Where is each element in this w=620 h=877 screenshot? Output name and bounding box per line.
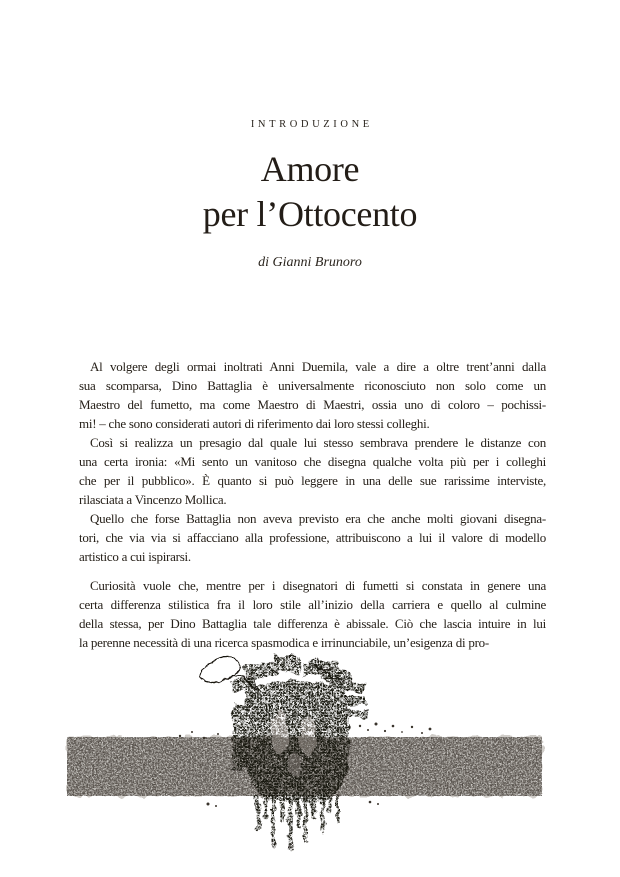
text-line: Così si realizza un presagio dal quale lui stesso sembrava prendere le distanze con bbox=[90, 435, 546, 450]
title-line-1: Amore bbox=[260, 149, 360, 189]
text-line: certa differenza stilistica fra il loro stile all’inizio della carriera e quello al culmine bbox=[79, 597, 546, 612]
text-line: Maestro del fumetto, ma come Maestro di Maestri, ossia uno di coloro – pochissi- bbox=[79, 397, 546, 412]
paragraph bbox=[79, 509, 546, 566]
text-line: rilasciata a Vincenzo Mollica. bbox=[79, 492, 227, 507]
text-line: Al volgere degli ormai inoltrati Anni Duemila, vale a dire a oltre trent’anni dalla bbox=[90, 359, 546, 374]
stagecoach-illustration bbox=[60, 652, 560, 857]
text-line: della stessa, per Dino Battaglia tale differenza è abissale. Ciò che lascia intuire in lui bbox=[79, 616, 546, 631]
text-line: una certa ironia: «Mi sento un vanitoso che disegna qualche volta più per i colleghi bbox=[79, 454, 546, 469]
article-body bbox=[79, 357, 546, 652]
byline: di Gianni Brunoro bbox=[258, 255, 362, 270]
page-title bbox=[0, 147, 620, 237]
text-line: tori, che via via si affacciano alla professione, attribuiscono a lui il valore di modello bbox=[79, 530, 546, 545]
title-line-2: per l’Ottocento bbox=[202, 194, 418, 234]
text-line: artistico a cui ispirarsi. bbox=[79, 549, 191, 564]
text-line: che per il pubblico». È quanto si può leggere in una delle sue rarissime interviste, bbox=[79, 473, 546, 488]
paragraph bbox=[79, 357, 546, 433]
text-line: la perenne necessità di una ricerca spasmodica e irrinunciabile, un’esigenza di pro- bbox=[79, 635, 489, 650]
text-line: Curiosità vuole che, mentre per i disegnatori di fumetti si constata in genere una bbox=[90, 578, 546, 593]
section-kicker: INTRODUZIONE bbox=[250, 119, 373, 130]
paragraph bbox=[79, 576, 546, 652]
text-line: Quello che forse Battaglia non aveva previsto era che anche molti giovani disegna- bbox=[90, 511, 546, 526]
paragraph bbox=[79, 433, 546, 509]
text-line: sua scomparsa, Dino Battaglia è universalmente riconosciuto non solo come un bbox=[79, 378, 546, 393]
text-line: mi! – che sono considerati autori di riferimento dai loro stessi colleghi. bbox=[79, 416, 430, 431]
ink-drips bbox=[258, 796, 338, 851]
